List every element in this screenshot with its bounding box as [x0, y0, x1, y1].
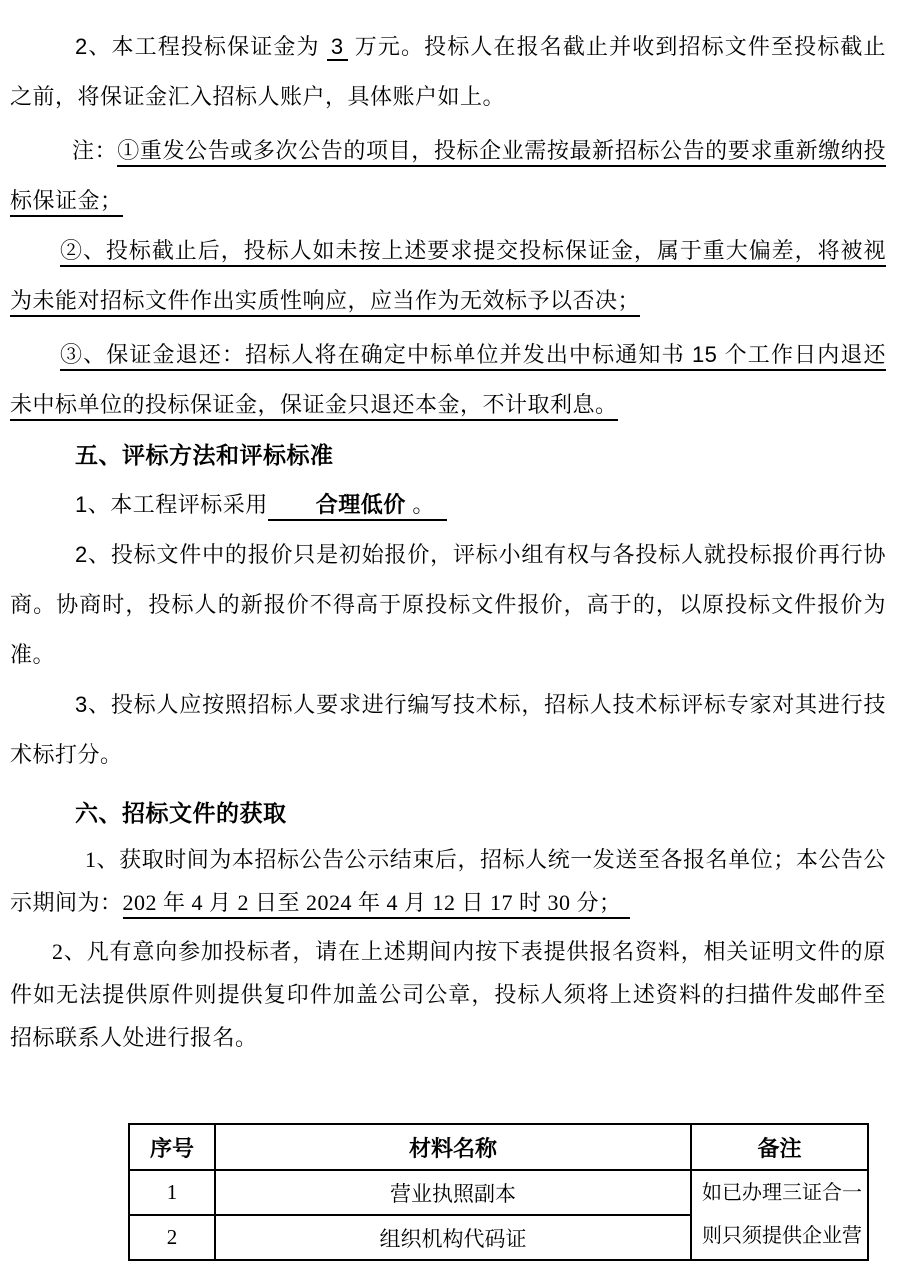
eval-method-post: 。 [405, 492, 435, 517]
note-3-underlined: ③、保证金退还：招标人将在确定中标单位并发出中标通知书 15 个工作日内退还未中标单位的投标保证金，保证金只退还本金，不计取利息。 [10, 342, 886, 421]
para-note-2 [10, 226, 886, 326]
deposit-amount-underlined: 3 [327, 34, 348, 61]
para-eval-technical: 3、投标人应按照招标人要求进行编写技术标，招标人技术标评标专家对其进行技术标打分。 [10, 692, 886, 767]
para-eval-method [10, 480, 886, 530]
para-eval-negotiation: 2、投标文件中的报价只是初始报价，评标小组有权与各投标人就投标报价再行协商。协商时，投标人的新报价不得高于原投标文件报价，高于的，以原投标文件报价为准。 [10, 542, 886, 667]
materials-table [128, 1123, 869, 1261]
cell-remark-merged [691, 1170, 868, 1260]
note-label: 注： [72, 138, 118, 163]
header-cell-remark: 备注 [691, 1124, 868, 1170]
deposit-text-pre: 2、本工程投标保证金为 [75, 34, 320, 59]
para-obtain-time [10, 838, 886, 924]
deposit-text-post: 万元。投标人在报名截止并收到招标文件至投标截止之前，将保证金汇入招标人账户，具体账户如上。 [10, 34, 886, 109]
cell-row1-no: 1 [129, 1170, 215, 1215]
cell-row2-no: 2 [129, 1215, 215, 1260]
remark-line-2: 则只须提供企业营 [702, 1225, 862, 1247]
para-note-1 [10, 126, 886, 226]
obtain-time-pre: 1、获取时间为本招标公告公示结束后，招标人统一发送至各报名单位；本公告公示期间为： [10, 847, 886, 915]
para-bid-deposit [10, 22, 886, 122]
eval-method-pre: 1、本工程评标采用 [75, 492, 268, 517]
cell-row2-name: 组织机构代码证 [215, 1215, 691, 1260]
note-1-underlined: ①重发公告或多次公告的项目，投标企业需按最新招标公告的要求重新缴纳投标保证金； [10, 138, 886, 217]
para-obtain-signup: 2、凡有意向参加投标者，请在上述期间内按下表提供报名资料，相关证明文件的原件如无法提供原件则提供复印件加盖公司公章，投标人须将上述资料的扫描件发邮件至招标联系人处进行报名。 [10, 939, 886, 1050]
header-cell-no: 序号 [129, 1124, 215, 1170]
note-2-underlined: ②、投标截止后，投标人如未按上述要求提交投标保证金，属于重大偏差，将被视为未能对招标文件作出实质性响应，应当作为无效标予以否决； [10, 238, 886, 317]
para-note-3 [10, 330, 886, 430]
table-header-row [129, 1124, 868, 1170]
heading-section-6: 六、招标文件的获取 [75, 800, 287, 826]
eval-method-underlined [268, 492, 447, 521]
header-cell-material-name: 材料名称 [215, 1124, 691, 1170]
obtain-time-date-underlined: 202 年 4 月 2 日至 2024 年 4 月 12 日 17 时 30 分； [123, 890, 630, 919]
cell-row1-name: 营业执照副本 [215, 1170, 691, 1215]
remark-line-1: 如已办理三证合一 [702, 1182, 862, 1204]
heading-section-5: 五、评标方法和评标标准 [75, 442, 334, 468]
table-row-1 [129, 1170, 868, 1215]
eval-method-value: 合理低价 [315, 492, 406, 517]
